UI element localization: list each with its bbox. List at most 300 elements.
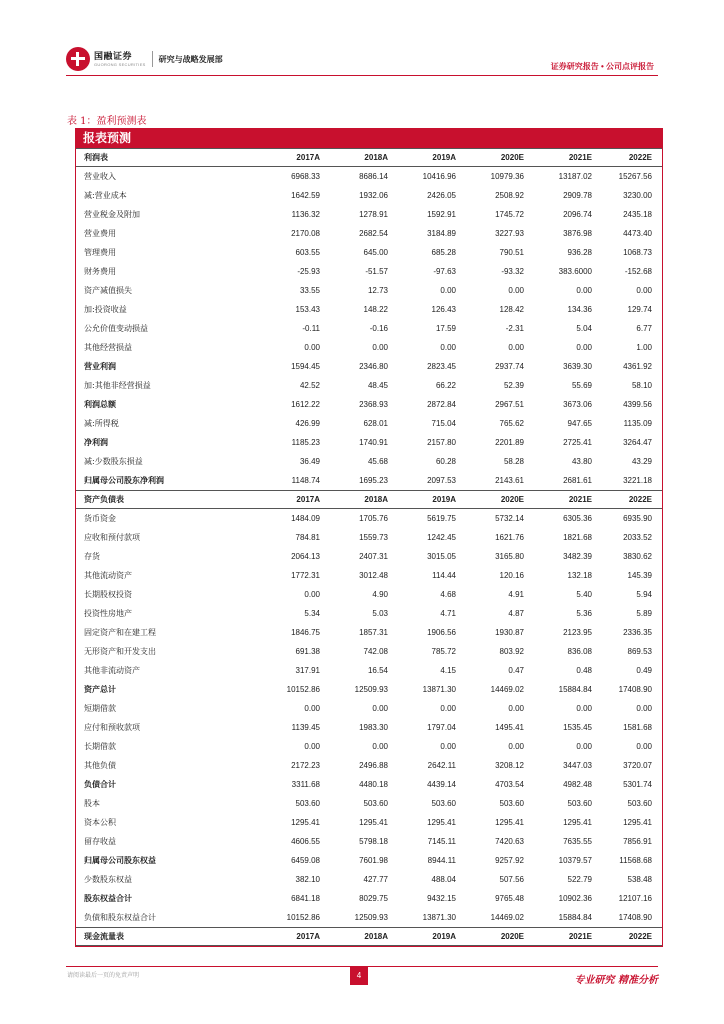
cash-flow-header-label: 现金流量表 [84, 932, 124, 941]
value-cell: 1.00 [636, 343, 652, 352]
value-cell: 3482.39 [563, 552, 592, 561]
value-cell: 503.60 [627, 799, 652, 808]
value-cell: 13871.30 [422, 685, 456, 694]
value-cell: 691.38 [295, 647, 320, 656]
value-cell: 1185.23 [291, 438, 320, 447]
value-cell: 145.39 [627, 571, 652, 580]
value-cell: 10979.36 [490, 172, 524, 181]
value-cell: 2496.88 [359, 761, 388, 770]
value-cell: 0.00 [508, 742, 524, 751]
value-cell: 1846.75 [291, 628, 320, 637]
value-cell: 784.81 [295, 533, 320, 542]
value-cell: 1278.91 [359, 210, 388, 219]
value-cell: 0.00 [636, 742, 652, 751]
row-label: 加:其他非经营损益 [84, 381, 151, 390]
value-cell: 7635.55 [563, 837, 592, 846]
value-cell: 1705.76 [359, 514, 388, 523]
value-cell: 522.79 [567, 875, 592, 884]
value-cell: 4.71 [440, 609, 456, 618]
value-cell: 33.55 [299, 286, 320, 295]
table-row [76, 623, 662, 642]
value-cell: 2201.89 [495, 438, 524, 447]
value-cell: 1559.73 [359, 533, 388, 542]
value-cell: 134.36 [567, 305, 592, 314]
table-row [76, 243, 662, 262]
value-cell: 0.00 [636, 286, 652, 295]
value-cell: 9432.15 [427, 894, 456, 903]
value-cell: 58.28 [503, 457, 524, 466]
value-cell: 1484.09 [291, 514, 320, 523]
value-cell: 0.00 [440, 704, 456, 713]
value-cell: 836.08 [567, 647, 592, 656]
value-cell: 126.43 [431, 305, 456, 314]
year-header-cell: 2019A [432, 495, 456, 504]
value-cell: 3208.12 [495, 761, 524, 770]
value-cell: 3673.06 [563, 400, 592, 409]
value-cell: 0.00 [440, 742, 456, 751]
value-cell: 1535.45 [563, 723, 592, 732]
value-cell: 1612.22 [291, 400, 320, 409]
value-cell: 3221.18 [623, 476, 652, 485]
value-cell: 6935.90 [623, 514, 652, 523]
row-label: 资本公积 [84, 818, 116, 827]
value-cell: 128.42 [499, 305, 524, 314]
table-row [76, 699, 662, 718]
value-cell: 685.28 [431, 248, 456, 257]
department-name: 研究与战略发展部 [158, 54, 223, 64]
value-cell: 2064.13 [291, 552, 320, 561]
company-motto: 专业研究 精准分析 [574, 975, 658, 986]
row-label: 营业费用 [84, 229, 116, 238]
table-row [76, 794, 662, 813]
year-header-cell: 2017A [296, 932, 320, 941]
value-cell: 10379.57 [558, 856, 592, 865]
value-cell: 2909.78 [563, 191, 592, 200]
value-cell: 7601.98 [359, 856, 388, 865]
value-cell: 12107.16 [618, 894, 652, 903]
year-header-cell: 2017A [296, 495, 320, 504]
value-cell: 538.48 [627, 875, 652, 884]
year-header-cell: 2020E [500, 932, 524, 941]
value-cell: 4473.40 [623, 229, 652, 238]
table-row [76, 319, 662, 338]
value-cell: 3015.05 [427, 552, 456, 561]
value-cell: 5.34 [304, 609, 320, 618]
value-cell: 5301.74 [623, 780, 652, 789]
value-cell: 503.60 [295, 799, 320, 808]
table-row [76, 680, 662, 699]
value-cell: 1148.74 [291, 476, 320, 485]
row-label: 其他流动资产 [84, 571, 132, 580]
value-cell: 0.00 [372, 704, 388, 713]
row-label: 财务费用 [84, 267, 116, 276]
value-cell: 3184.89 [427, 229, 456, 238]
value-cell: 6.77 [636, 324, 652, 333]
value-cell: 426.99 [295, 419, 320, 428]
value-cell: 790.51 [499, 248, 524, 257]
table-row [76, 528, 662, 547]
value-cell: 0.00 [576, 742, 592, 751]
value-cell: -0.16 [369, 324, 388, 333]
table-row [76, 604, 662, 623]
table-row [76, 661, 662, 680]
value-cell: -97.63 [433, 267, 456, 276]
value-cell: 1295.41 [359, 818, 388, 827]
value-cell: 803.92 [499, 647, 524, 656]
value-cell: 765.62 [499, 419, 524, 428]
disclaimer-note: 请阅读最后一页的免责声明 [67, 973, 140, 979]
value-cell: 0.00 [636, 704, 652, 713]
value-cell: 0.00 [508, 343, 524, 352]
value-cell: 383.6000 [558, 267, 592, 276]
row-label: 应收和预付款项 [84, 533, 140, 542]
value-cell: 4.87 [508, 609, 524, 618]
page-number: 4 [350, 967, 368, 985]
value-cell: 14469.02 [490, 913, 524, 922]
value-cell: 58.10 [631, 381, 652, 390]
value-cell: 129.74 [627, 305, 652, 314]
value-cell: 2123.95 [563, 628, 592, 637]
company-name-cn: 国融证券 [94, 50, 133, 61]
table-row [76, 566, 662, 585]
table-row [76, 262, 662, 281]
value-cell: 132.18 [567, 571, 592, 580]
value-cell: 0.00 [304, 742, 320, 751]
value-cell: 1745.72 [495, 210, 524, 219]
year-header-cell: 2019A [432, 932, 456, 941]
value-cell: 7145.11 [427, 837, 456, 846]
value-cell: 42.52 [299, 381, 320, 390]
row-label: 公允价值变动损益 [84, 324, 148, 333]
value-cell: 2937.74 [495, 362, 524, 371]
value-cell: 742.08 [363, 647, 388, 656]
value-cell: 1695.23 [359, 476, 388, 485]
value-cell: 0.00 [304, 590, 320, 599]
year-header-cell: 2022E [628, 495, 652, 504]
value-cell: 1295.41 [623, 818, 652, 827]
value-cell: 48.45 [367, 381, 388, 390]
report-type-label: 证券研究报告 • 公司点评报告 [550, 62, 654, 71]
table-row [76, 775, 662, 794]
value-cell: 60.28 [435, 457, 456, 466]
value-cell: 2096.74 [563, 210, 592, 219]
value-cell: 17.59 [435, 324, 456, 333]
value-cell: -152.68 [624, 267, 652, 276]
row-label: 减:所得税 [84, 419, 119, 428]
value-cell: 1857.31 [359, 628, 388, 637]
value-cell: 4.15 [440, 666, 456, 675]
table-row [76, 205, 662, 224]
value-cell: 2336.35 [623, 628, 652, 637]
value-cell: 114.44 [432, 571, 456, 580]
value-cell: 1983.30 [359, 723, 388, 732]
value-cell: 2157.80 [427, 438, 456, 447]
value-cell: 0.47 [508, 666, 524, 675]
value-cell: 1642.59 [291, 191, 320, 200]
value-cell: 5.89 [636, 609, 652, 618]
value-cell: 8686.14 [359, 172, 388, 181]
value-cell: 3830.62 [623, 552, 652, 561]
value-cell: 5798.18 [359, 837, 388, 846]
value-cell: 17408.90 [618, 685, 652, 694]
row-label: 资产总计 [84, 685, 116, 694]
table-row [76, 718, 662, 737]
value-cell: 4399.56 [623, 400, 652, 409]
value-cell: 503.60 [499, 799, 524, 808]
value-cell: 6305.36 [563, 514, 592, 523]
table-row [76, 452, 662, 471]
year-header-cell: 2017A [296, 153, 320, 162]
income-statement-header-row [76, 148, 662, 167]
value-cell: 382.10 [295, 875, 320, 884]
value-cell: -0.11 [302, 324, 320, 333]
value-cell: 603.55 [295, 248, 320, 257]
value-cell: 6841.18 [291, 894, 320, 903]
balance-sheet-header-row [76, 490, 662, 509]
value-cell: -93.32 [501, 267, 524, 276]
value-cell: 0.00 [576, 704, 592, 713]
value-cell: 5.94 [636, 590, 652, 599]
value-cell: 6968.33 [291, 172, 320, 181]
year-header-cell: 2022E [628, 153, 652, 162]
value-cell: 0.00 [372, 742, 388, 751]
row-label: 投资性房地产 [84, 609, 132, 618]
value-cell: 4.91 [508, 590, 524, 599]
value-cell: 2682.54 [359, 229, 388, 238]
value-cell: 1772.31 [291, 571, 320, 580]
value-cell: 947.65 [567, 419, 592, 428]
table-row [76, 224, 662, 243]
value-cell: 0.00 [576, 343, 592, 352]
row-label: 长期股权投资 [84, 590, 132, 599]
value-cell: 10902.36 [558, 894, 592, 903]
year-header-cell: 2020E [500, 495, 524, 504]
table-row [76, 167, 662, 186]
row-label: 管理费用 [84, 248, 116, 257]
balance-sheet-header-label: 资产负债表 [84, 495, 124, 504]
value-cell: 1797.04 [427, 723, 456, 732]
row-label: 少数股东权益 [84, 875, 132, 884]
row-label: 归属母公司股东净利润 [84, 476, 164, 485]
value-cell: 153.43 [295, 305, 320, 314]
value-cell: 5.03 [372, 609, 388, 618]
value-cell: 503.60 [431, 799, 456, 808]
value-cell: 8029.75 [359, 894, 388, 903]
value-cell: 5619.75 [427, 514, 456, 523]
row-label: 留存收益 [84, 837, 116, 846]
value-cell: 8944.11 [427, 856, 456, 865]
value-cell: 2725.41 [563, 438, 592, 447]
value-cell: 12509.93 [354, 913, 388, 922]
value-cell: 45.68 [367, 457, 388, 466]
table-row [76, 547, 662, 566]
row-label: 资产减值损失 [84, 286, 132, 295]
value-cell: 15267.56 [618, 172, 652, 181]
value-cell: 0.00 [372, 343, 388, 352]
value-cell: 10416.96 [422, 172, 456, 181]
value-cell: 1495.41 [495, 723, 524, 732]
table-row [76, 300, 662, 319]
year-header-cell: 2021E [568, 153, 592, 162]
value-cell: 10152.86 [286, 913, 320, 922]
table-row [76, 338, 662, 357]
value-cell: 1295.41 [495, 818, 524, 827]
table-row [76, 186, 662, 205]
value-cell: 715.04 [431, 419, 456, 428]
value-cell: 503.60 [363, 799, 388, 808]
year-header-cell: 2018A [364, 495, 388, 504]
value-cell: 645.00 [363, 248, 388, 257]
value-cell: 16.54 [367, 666, 388, 675]
value-cell: 13871.30 [422, 913, 456, 922]
logo-divider [152, 51, 153, 67]
table-row [76, 642, 662, 661]
table-row [76, 395, 662, 414]
row-label: 长期借款 [84, 742, 116, 751]
row-label: 短期借款 [84, 704, 116, 713]
row-label: 负债合计 [84, 780, 116, 789]
value-cell: 3264.47 [623, 438, 652, 447]
page-header [66, 46, 658, 76]
table-row [76, 737, 662, 756]
value-cell: 869.53 [627, 647, 652, 656]
table-row [76, 908, 662, 927]
value-cell: 4703.54 [495, 780, 524, 789]
row-label: 归属母公司股东权益 [84, 856, 156, 865]
row-label: 营业收入 [84, 172, 116, 181]
value-cell: 1136.32 [291, 210, 320, 219]
value-cell: 1295.41 [427, 818, 456, 827]
year-header-cell: 2021E [568, 932, 592, 941]
value-cell: 120.16 [499, 571, 524, 580]
year-header-cell: 2019A [432, 153, 456, 162]
value-cell: 1295.41 [291, 818, 320, 827]
value-cell: 5.04 [576, 324, 592, 333]
value-cell: 1930.87 [495, 628, 524, 637]
value-cell: 2172.23 [291, 761, 320, 770]
table-row [76, 889, 662, 908]
header-divider [66, 75, 658, 76]
row-label: 营业利润 [84, 362, 116, 371]
value-cell: 4606.55 [291, 837, 320, 846]
value-cell: 1068.73 [623, 248, 652, 257]
value-cell: 2346.80 [359, 362, 388, 371]
table-row [76, 281, 662, 300]
value-cell: 488.04 [431, 875, 456, 884]
row-label: 股东权益合计 [84, 894, 132, 903]
table-row [76, 585, 662, 604]
value-cell: -25.93 [297, 267, 320, 276]
table-row [76, 376, 662, 395]
row-label: 其他经营损益 [84, 343, 132, 352]
value-cell: 2823.45 [427, 362, 456, 371]
value-cell: 2407.31 [359, 552, 388, 561]
value-cell: 4982.48 [563, 780, 592, 789]
year-header-cell: 2020E [500, 153, 524, 162]
value-cell: 1932.06 [359, 191, 388, 200]
value-cell: 936.28 [567, 248, 592, 257]
value-cell: 0.00 [440, 343, 456, 352]
value-cell: 2435.18 [623, 210, 652, 219]
value-cell: 5732.14 [495, 514, 524, 523]
value-cell: 2967.51 [495, 400, 524, 409]
value-cell: 2681.61 [563, 476, 592, 485]
value-cell: 2508.92 [495, 191, 524, 200]
value-cell: 14469.02 [490, 685, 524, 694]
income-statement-header-label: 利润表 [84, 153, 108, 162]
table-row [76, 433, 662, 452]
value-cell: -2.31 [505, 324, 524, 333]
row-label: 减:营业成本 [84, 191, 127, 200]
value-cell: 0.00 [304, 704, 320, 713]
table-row [76, 813, 662, 832]
row-label: 股本 [84, 799, 100, 808]
value-cell: 1592.91 [427, 210, 456, 219]
row-label: 其他非流动资产 [84, 666, 140, 675]
year-header-cell: 2022E [628, 932, 652, 941]
financial-forecast-table [75, 128, 663, 947]
table-row [76, 832, 662, 851]
row-label: 货币资金 [84, 514, 116, 523]
value-cell: 2033.52 [623, 533, 652, 542]
value-cell: 12.73 [367, 286, 388, 295]
table-caption: 表 1：盈利预测表 [67, 116, 147, 127]
value-cell: 3447.03 [563, 761, 592, 770]
value-cell: 4.90 [372, 590, 388, 599]
value-cell: 4.68 [440, 590, 456, 599]
row-label: 其他负债 [84, 761, 116, 770]
value-cell: 13187.02 [558, 172, 592, 181]
value-cell: 5.36 [576, 609, 592, 618]
value-cell: 2097.53 [427, 476, 456, 485]
value-cell: 3639.30 [563, 362, 592, 371]
row-label: 存货 [84, 552, 100, 561]
value-cell: 2368.93 [359, 400, 388, 409]
table-row [76, 870, 662, 889]
value-cell: 66.22 [435, 381, 456, 390]
value-cell: 1139.45 [291, 723, 320, 732]
table-row [76, 509, 662, 528]
value-cell: 2642.11 [427, 761, 456, 770]
value-cell: 1621.76 [495, 533, 524, 542]
value-cell: 52.39 [503, 381, 524, 390]
value-cell: 6459.08 [291, 856, 320, 865]
year-header-cell: 2018A [364, 932, 388, 941]
value-cell: 1295.41 [563, 818, 592, 827]
value-cell: 5.40 [576, 590, 592, 599]
value-cell: 17408.90 [618, 913, 652, 922]
row-label: 无形资产和开发支出 [84, 647, 156, 656]
value-cell: 1740.91 [359, 438, 388, 447]
value-cell: 9765.48 [495, 894, 524, 903]
value-cell: 7856.91 [623, 837, 652, 846]
value-cell: 0.00 [440, 286, 456, 295]
table-title: 报表预测 [75, 128, 663, 148]
row-label: 加:投资收益 [84, 305, 127, 314]
value-cell: 2426.05 [427, 191, 456, 200]
value-cell: 0.00 [304, 343, 320, 352]
value-cell: 3230.00 [623, 191, 652, 200]
value-cell: 10152.86 [286, 685, 320, 694]
value-cell: 12509.93 [354, 685, 388, 694]
value-cell: 11568.68 [619, 856, 652, 865]
value-cell: 0.48 [576, 666, 592, 675]
value-cell: 1581.68 [623, 723, 652, 732]
value-cell: 0.00 [508, 704, 524, 713]
value-cell: 4480.18 [359, 780, 388, 789]
value-cell: 36.49 [299, 457, 320, 466]
value-cell: 3720.07 [623, 761, 652, 770]
